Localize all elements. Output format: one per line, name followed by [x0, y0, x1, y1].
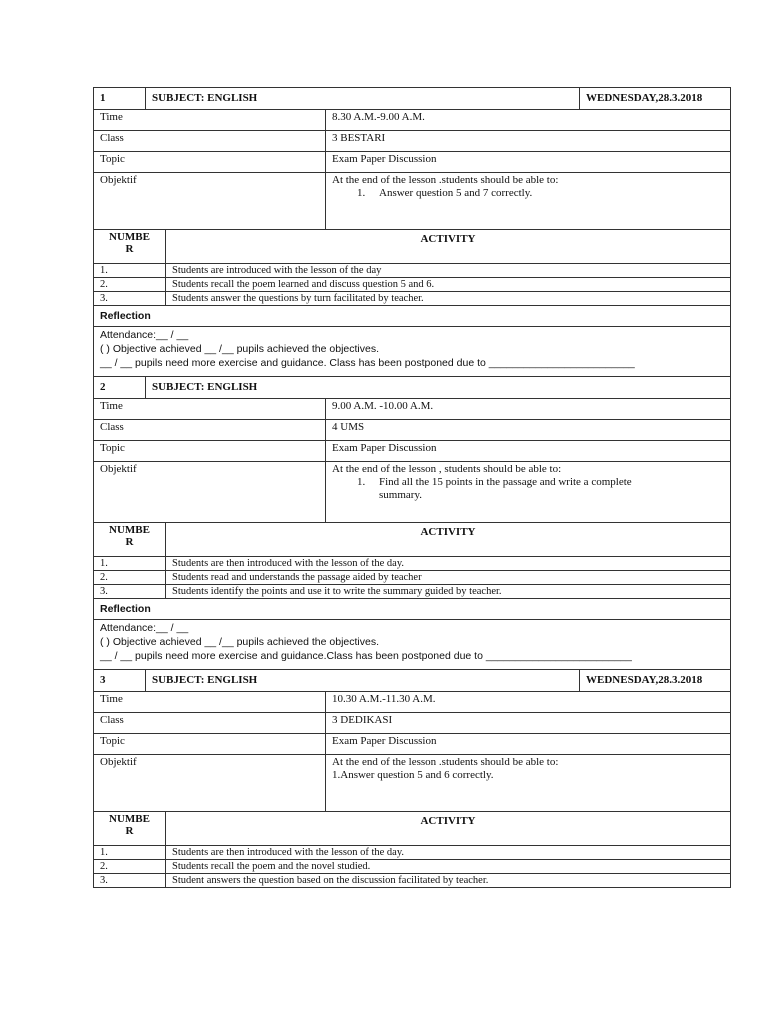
activity-text: Students are then introduced with the lesson of the day.	[166, 557, 731, 571]
lesson-date: WEDNESDAY,28.3.2018	[580, 88, 731, 110]
objective-achieved-line: ( ) Objective achieved __ /__ pupils achieved the objectives.	[100, 636, 379, 648]
objective-intro: At the end of the lesson .students should be able to:	[332, 174, 559, 186]
activity-text: Students recall the poem and the novel studied.	[166, 860, 731, 874]
reflection-label: Reflection	[94, 306, 731, 327]
postponed-line: __ / __ pupils need more exercise and guidance. Class has been postponed due to _________________________	[100, 357, 635, 369]
reflection-body	[94, 327, 731, 377]
time-label: Time	[94, 692, 326, 713]
lesson-3-table	[93, 669, 731, 812]
activity-text: Students are introduced with the lesson of the day	[166, 264, 731, 278]
lesson-2-table	[93, 376, 731, 523]
lesson-plan-document	[93, 87, 730, 888]
lesson-1-table	[93, 87, 731, 230]
topic-label: Topic	[94, 441, 326, 462]
class-label: Class	[94, 420, 326, 441]
objective-item-text: 1.Answer question 5 and 6 correctly.	[332, 769, 494, 781]
activity-number: 3.	[94, 585, 166, 599]
lesson-number: 1	[94, 88, 146, 110]
activity-text: Student answers the question based on the discussion facilitated by teacher.	[166, 874, 731, 888]
lesson-date: WEDNESDAY,28.3.2018	[580, 670, 731, 692]
activity-number: 1.	[94, 264, 166, 278]
class-label: Class	[94, 713, 326, 734]
activity-column-header: ACTIVITY	[166, 812, 731, 846]
objective-item-text: Answer question 5 and 7 correctly.	[379, 187, 533, 199]
attendance-line: Attendance:__ / __	[100, 329, 189, 341]
activity-number: 2.	[94, 860, 166, 874]
topic-label: Topic	[94, 734, 326, 755]
topic-value: Exam Paper Discussion	[326, 441, 731, 462]
objective-label: Objektif	[94, 755, 326, 812]
activity-column-header: ACTIVITY	[166, 523, 731, 557]
time-label: Time	[94, 399, 326, 420]
activity-text: Students read and understands the passage aided by teacher	[166, 571, 731, 585]
activity-number: 3.	[94, 874, 166, 888]
class-label: Class	[94, 131, 326, 152]
objective-cell	[326, 173, 731, 230]
activity-text: Students answer the questions by turn facilitated by teacher.	[166, 292, 731, 306]
time-value: 9.00 A.M. -10.00 A.M.	[326, 399, 731, 420]
time-value: 8.30 A.M.-9.00 A.M.	[326, 110, 731, 131]
objective-label: Objektif	[94, 173, 326, 230]
class-value: 3 BESTARI	[326, 131, 731, 152]
lesson-number: 2	[94, 377, 146, 399]
topic-label: Topic	[94, 152, 326, 173]
activity-column-header: ACTIVITY	[166, 230, 731, 264]
subject-label: SUBJECT: ENGLISH	[146, 670, 580, 692]
activity-number: 3.	[94, 292, 166, 306]
class-value: 3 DEDIKASI	[326, 713, 731, 734]
number-column-header: NUMBE R	[94, 812, 166, 846]
lesson-number: 3	[94, 670, 146, 692]
topic-value: Exam Paper Discussion	[326, 734, 731, 755]
reflection-label: Reflection	[94, 599, 731, 620]
lesson-1-activities	[93, 229, 731, 377]
subject-label: SUBJECT: ENGLISH	[146, 88, 580, 110]
objective-item-number: 1.	[357, 476, 366, 488]
objective-label: Objektif	[94, 462, 326, 523]
postponed-line: __ / __ pupils need more exercise and guidance.Class has been postponed due to _________________________	[100, 650, 632, 662]
lesson-3-activities	[93, 811, 731, 888]
time-label: Time	[94, 110, 326, 131]
objective-item	[332, 476, 724, 502]
objective-cell	[326, 462, 731, 523]
objective-intro: At the end of the lesson , students should be able to:	[332, 463, 562, 475]
activity-number: 2.	[94, 278, 166, 292]
objective-cell	[326, 755, 731, 812]
objective-intro: At the end of the lesson .students should be able to:	[332, 756, 559, 768]
number-column-header: NUMBE R	[94, 523, 166, 557]
reflection-body	[94, 620, 731, 670]
activity-number: 2.	[94, 571, 166, 585]
activity-number: 1.	[94, 557, 166, 571]
lesson-2-activities	[93, 522, 731, 670]
time-value: 10.30 A.M.-11.30 A.M.	[326, 692, 731, 713]
attendance-line: Attendance:__ / __	[100, 622, 189, 634]
class-value: 4 UMS	[326, 420, 731, 441]
number-column-header: NUMBE R	[94, 230, 166, 264]
activity-text: Students identify the points and use it to write the summary guided by teacher.	[166, 585, 731, 599]
objective-item-text: Find all the 15 points in the passage and write a complete summary.	[379, 476, 632, 501]
subject-label: SUBJECT: ENGLISH	[146, 377, 731, 399]
objective-achieved-line: ( ) Objective achieved __ /__ pupils achieved the objectives.	[100, 343, 379, 355]
activity-text: Students recall the poem learned and discuss question 5 and 6.	[166, 278, 731, 292]
objective-item	[332, 187, 724, 200]
activity-number: 1.	[94, 846, 166, 860]
topic-value: Exam Paper Discussion	[326, 152, 731, 173]
objective-item-number: 1.	[357, 187, 366, 199]
activity-text: Students are then introduced with the lesson of the day.	[166, 846, 731, 860]
